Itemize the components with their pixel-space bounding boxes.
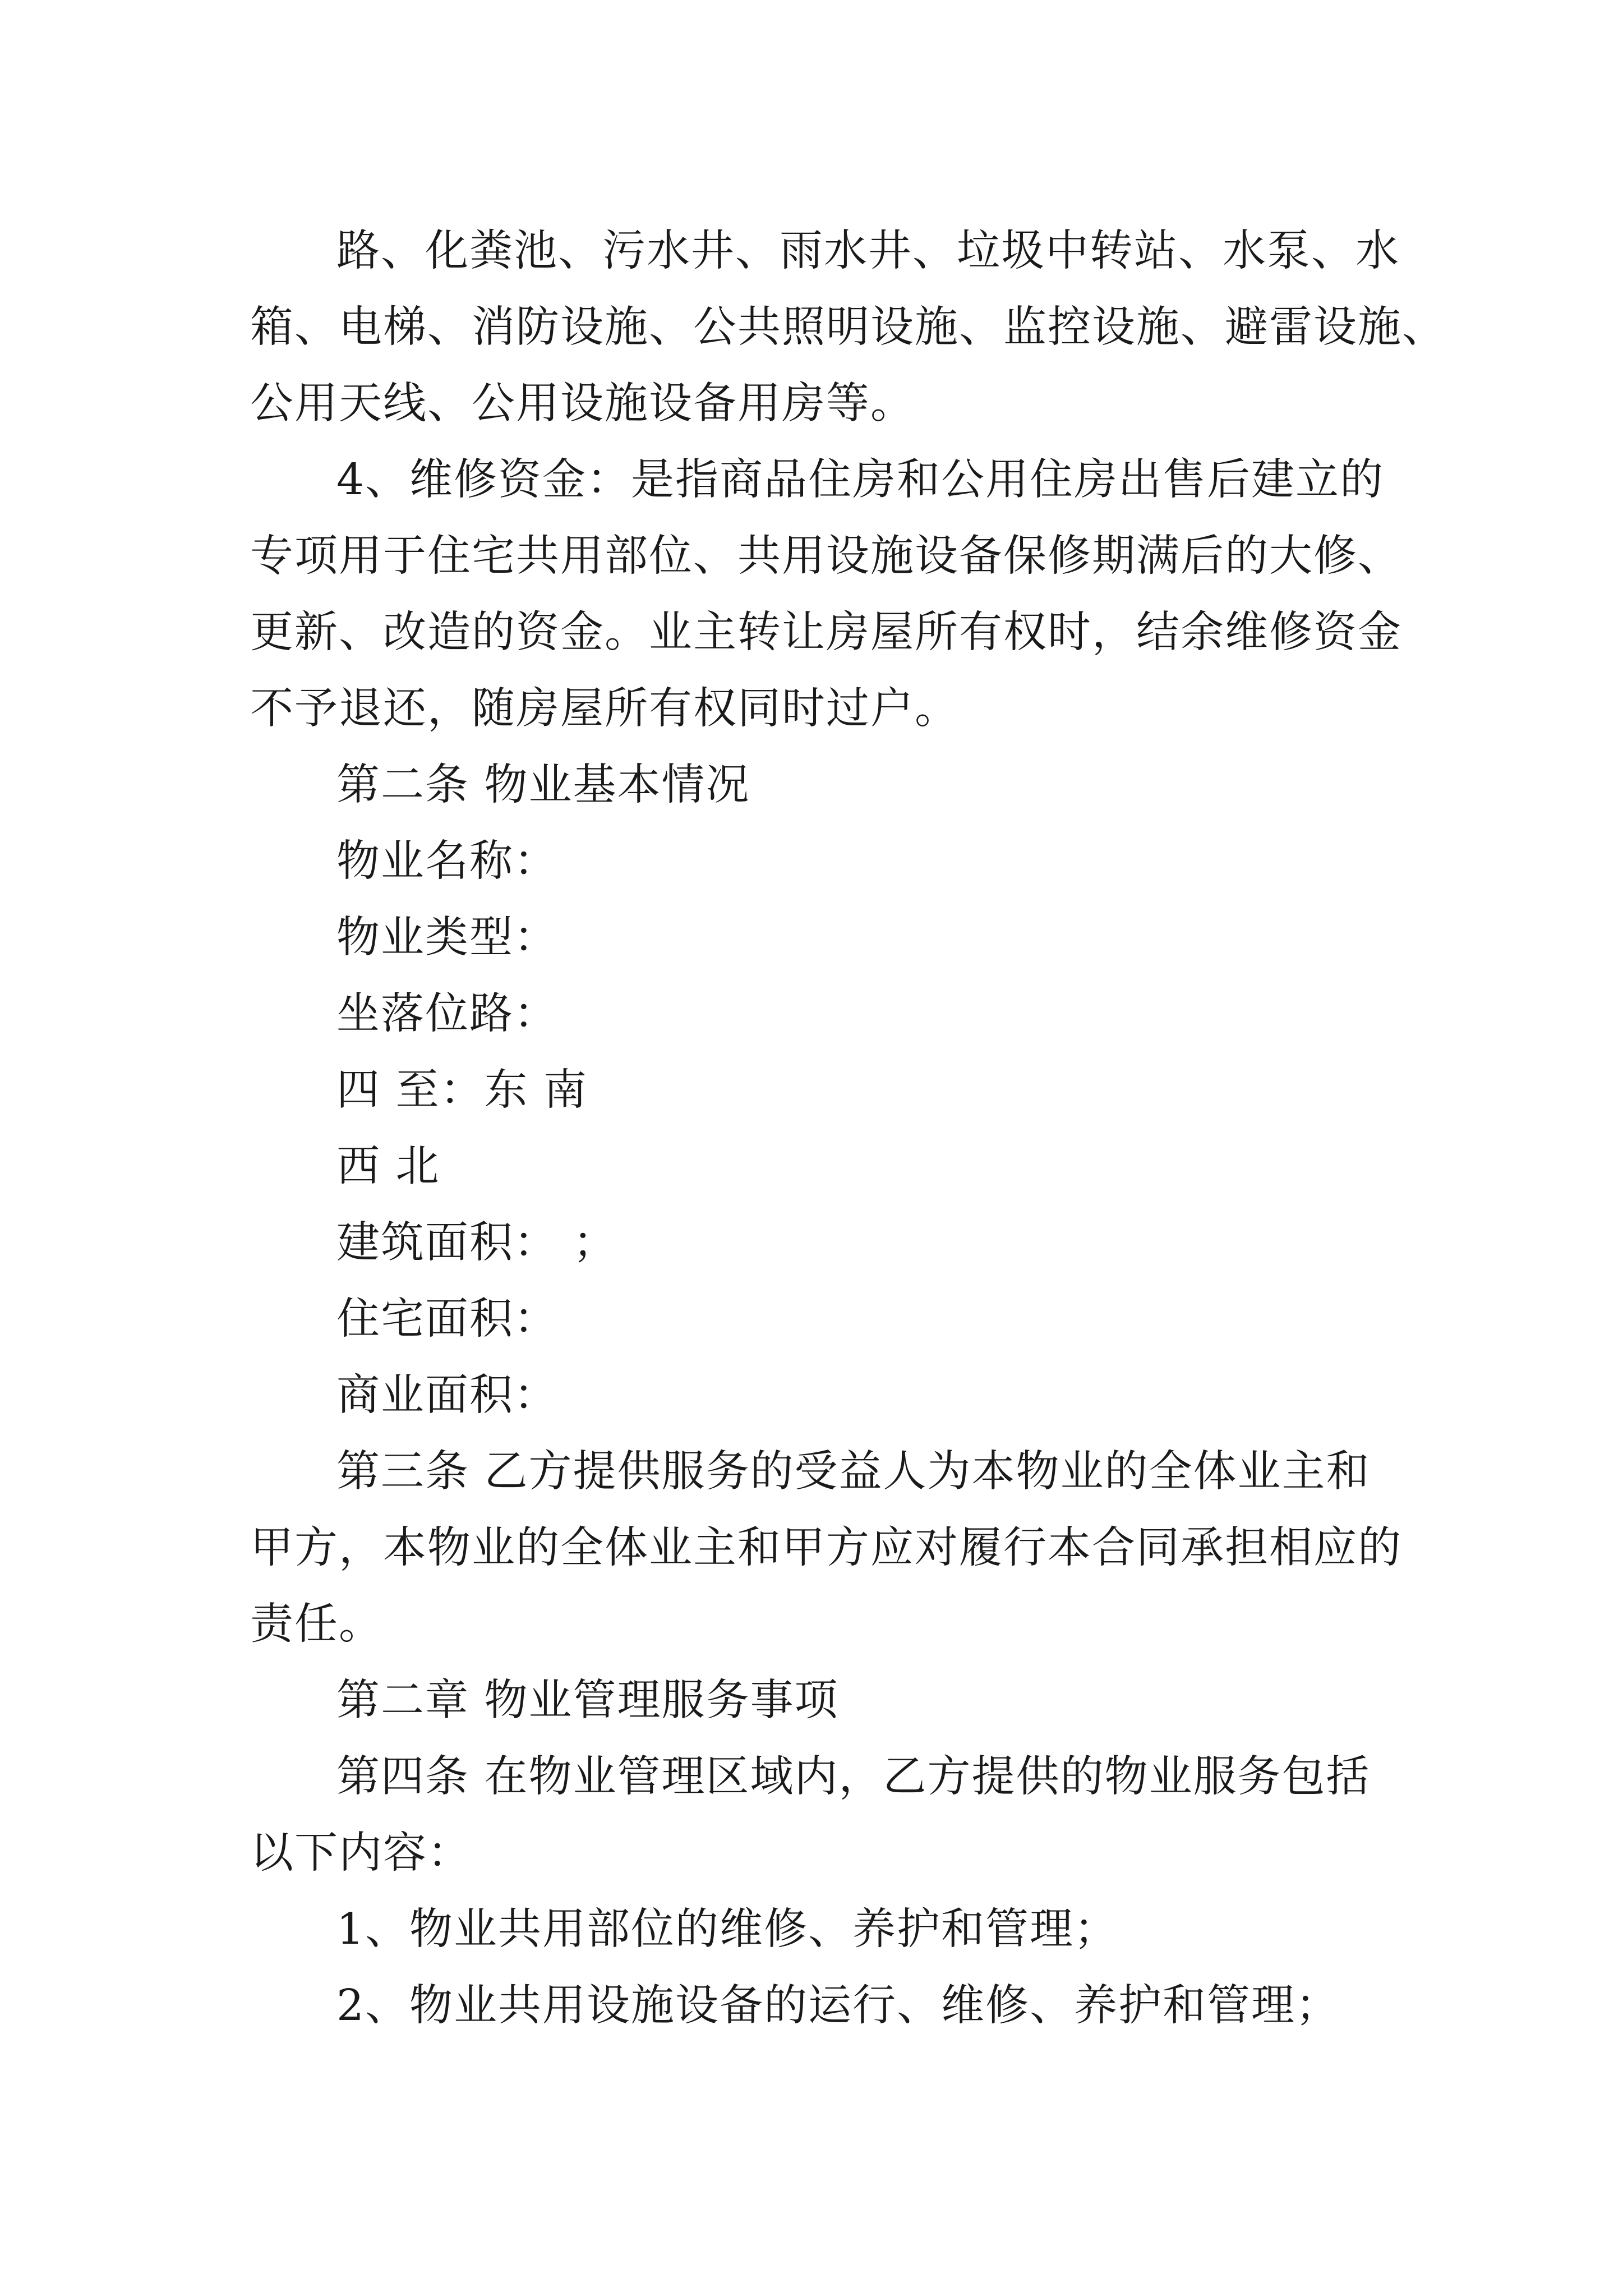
text-line: 建筑面积： ； xyxy=(336,1218,617,1268)
text-line: 第三条 乙方提供服务的受益人为本物业的全体业主和 xyxy=(336,1447,1371,1497)
text-line: 专项用于住宅共用部位、共用设施设备保修期满后的大修、 xyxy=(250,531,1402,581)
text-line: 更新、改造的资金。业主转让房屋所有权时，结余维修资金 xyxy=(250,608,1402,657)
text-line: 箱、电梯、消防设施、公共照明设施、监控设施、避雷设施、 xyxy=(250,302,1446,352)
paragraph-article-2-heading xyxy=(250,747,1389,823)
paragraph-service-item-1 xyxy=(250,1892,1389,1968)
text-line: 物业名称： xyxy=(336,836,558,886)
document-body xyxy=(250,213,1446,2044)
text-line: 第二章 物业管理服务事项 xyxy=(336,1676,839,1726)
text-line: 甲方，本物业的全体业主和甲方应对履行本合同承担相应的 xyxy=(250,1523,1402,1573)
paragraph-boundaries-west-north xyxy=(250,1129,1389,1205)
text-line: 商业面积： xyxy=(336,1370,558,1420)
text-line: 四 至：东 南 xyxy=(336,1065,588,1115)
text-line: 1、物业共用部位的维修、养护和管理； xyxy=(336,1904,1118,1954)
paragraph-common-facilities-continued xyxy=(250,213,1446,442)
text-line: 以下内容： xyxy=(250,1828,472,1878)
paragraph-boundaries-east-south xyxy=(250,1052,1389,1129)
text-line: 责任。 xyxy=(250,1599,383,1649)
paragraph-residential-area xyxy=(250,1281,1389,1358)
text-line: 4、维修资金：是指商品住房和公用住房出售后建立的 xyxy=(336,455,1384,505)
text-line: 住宅面积： xyxy=(336,1294,558,1344)
paragraph-property-type xyxy=(250,900,1389,976)
paragraph-maintenance-fund xyxy=(250,442,1402,747)
paragraph-building-area xyxy=(250,1205,1389,1281)
paragraph-property-location xyxy=(250,976,1389,1052)
text-line: 公用天线、公用设施设备用房等。 xyxy=(250,379,915,429)
paragraph-property-name xyxy=(250,823,1389,900)
paragraph-article-3 xyxy=(250,1434,1402,1663)
text-line: 第二条 物业基本情况 xyxy=(336,760,750,810)
text-line: 物业类型： xyxy=(336,913,558,963)
text-line: 第四条 在物业管理区域内，乙方提供的物业服务包括 xyxy=(336,1752,1371,1802)
text-line: 不予退还，随房屋所有权同时过户。 xyxy=(250,684,959,734)
paragraph-commercial-area xyxy=(250,1358,1389,1434)
text-line: 2、物业共用设施设备的运行、维修、养护和管理； xyxy=(336,1981,1340,2031)
paragraph-service-item-2 xyxy=(250,1968,1389,2044)
text-line: 路、化粪池、污水井、雨水井、垃圾中转站、水泵、水 xyxy=(336,226,1400,276)
text-line: 坐落位路： xyxy=(336,989,558,1039)
paragraph-article-4 xyxy=(250,1739,1389,1892)
text-line: 西 北 xyxy=(336,1142,440,1191)
paragraph-chapter-2-heading xyxy=(250,1663,1389,1739)
